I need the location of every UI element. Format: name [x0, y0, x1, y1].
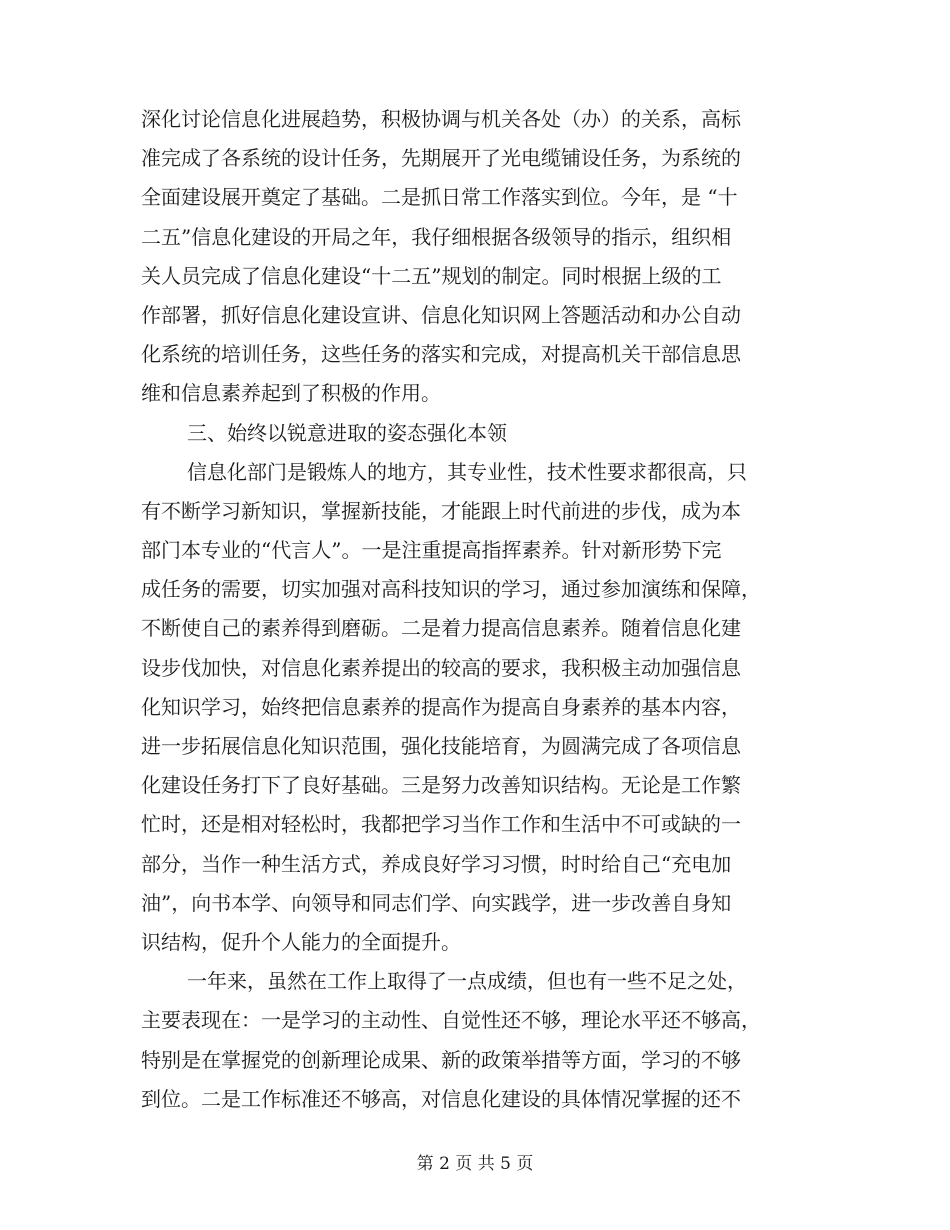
text-line: 成任务的需要，切实加强对高科技知识的学习，通过参加演练和保障， — [141, 577, 761, 602]
text-line: 特别是在掌握党的创新理论成果、新的政策举措等方面，学习的不够 — [141, 1047, 741, 1072]
page-number: 第 2 页 共 5 页 — [416, 1154, 534, 1174]
text-line: 一年来，虽然在工作上取得了一点成绩，但也有一些不足之处， — [187, 969, 747, 994]
text-line: 部门本专业的“代言人”。一是注重提高指挥素养。针对新形势下完 — [141, 538, 722, 563]
text-line: 信息化部门是锻炼人的地方，其专业性，技术性要求都很高，只 — [187, 459, 747, 484]
text-line: 油”，向书本学、向领导和同志们学、向实践学，进一步改善自身知 — [141, 890, 732, 915]
text-line: 化系统的培训任务，这些任务的落实和完成，对提高机关干部信息思 — [141, 342, 741, 367]
text-line: 识结构，促升个人能力的全面提升。 — [141, 929, 461, 954]
text-line: 准完成了各系统的设计任务，先期展开了光电缆铺设任务，为系统的 — [141, 146, 741, 171]
text-line: 二五”信息化建设的开局之年，我仔细根据各级领导的指示，组织相 — [141, 224, 732, 249]
text-line: 维和信息素养起到了积极的作用。 — [141, 381, 441, 406]
text-line: 全面建设展开奠定了基础。二是抓日常工作落实到位。今年，是 “十 — [141, 185, 738, 210]
text-line: 进一步拓展信息化知识范围，强化技能培育，为圆满完成了各项信息 — [141, 734, 741, 758]
document-body — [141, 100, 811, 1119]
text-line: 化建设任务打下了良好基础。三是努力改善知识结构。无论是工作繁 — [141, 773, 741, 798]
text-line: 深化讨论信息化进展趋势，积极协调与机关各处（办）的关系，高标 — [141, 107, 741, 131]
section-heading: 三、始终以锐意进取的姿态强化本领 — [187, 420, 507, 445]
text-line: 忙时，还是相对轻松时，我都把学习当作工作和生活中不可或缺的一 — [141, 812, 741, 837]
text-line: 关人员完成了信息化建设“十二五”规划的制定。同时根据上级的工 — [141, 263, 722, 288]
text-line: 设步伐加快，对信息化素养提出的较高的要求，我积极主动加强信息 — [141, 655, 741, 680]
text-line: 作部署，抓好信息化建设宣讲、信息化知识网上答题活动和办公自动 — [141, 302, 741, 327]
text-line: 到位。二是工作标准还不够高，对信息化建设的具体情况掌握的还不 — [141, 1086, 741, 1111]
text-line: 有不断学习新知识，掌握新技能，才能跟上时代前进的步伐，成为本 — [141, 498, 741, 523]
text-line: 主要表现在：一是学习的主动性、自觉性还不够，理论水平还不够高， — [141, 1008, 761, 1033]
text-line: 部分，当作一种生活方式，养成良好学习习惯，时时给自己“充电加 — [141, 851, 732, 876]
text-line: 化知识学习，始终把信息素养的提高作为提高自身素养的基本内容， — [141, 694, 741, 719]
text-line: 不断使自己的素养得到磨砺。二是着力提高信息素养。随着信息化建 — [141, 616, 741, 641]
